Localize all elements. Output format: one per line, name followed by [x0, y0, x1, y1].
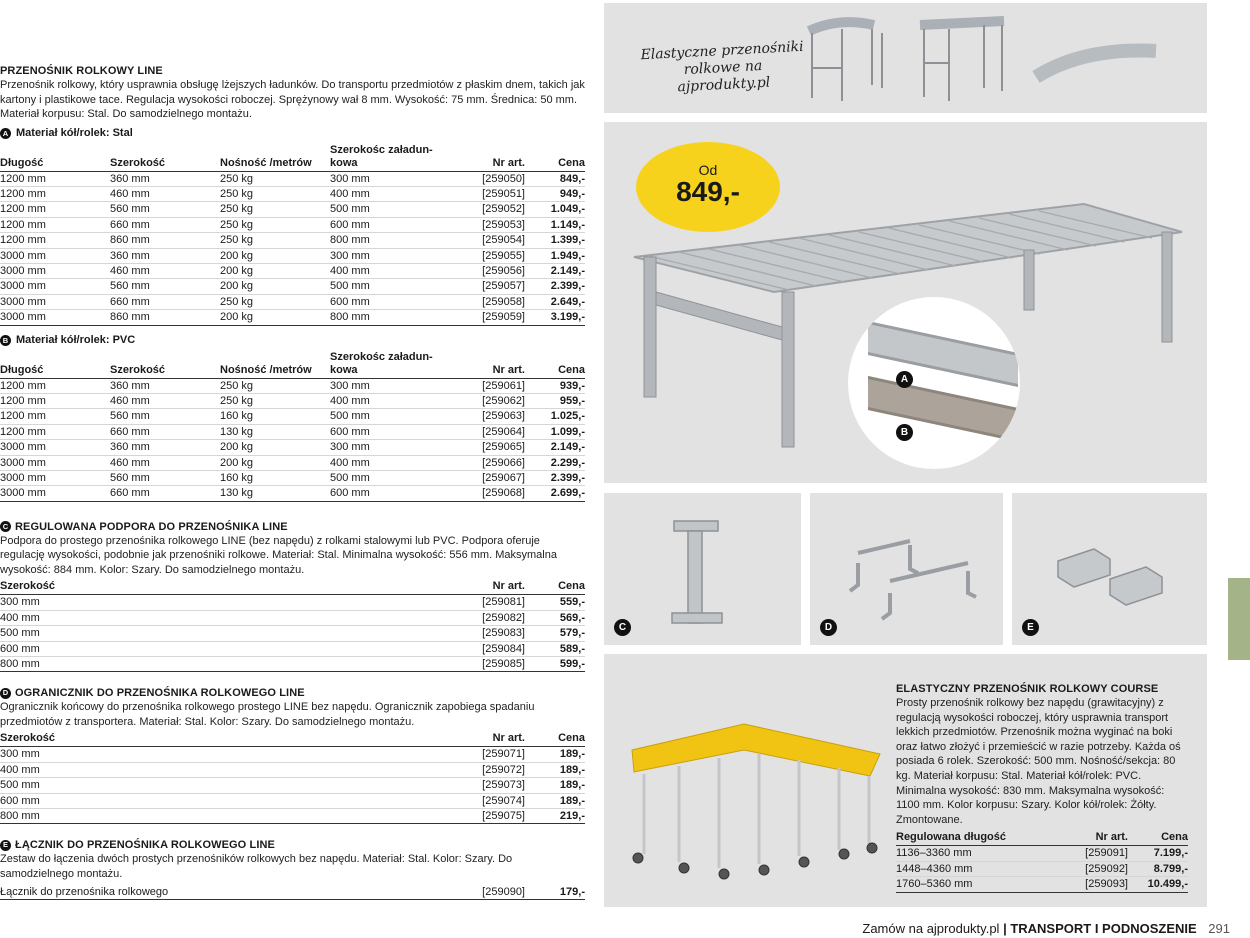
- table-cell: 189,-: [525, 762, 585, 777]
- section-title-connector: E ŁĄCZNIK DO PRZENOŚNIKA ROLKOWEGO LINE: [0, 838, 588, 852]
- main-conveyor-image: [604, 122, 1207, 483]
- table-row: [0, 424, 585, 439]
- table-cell: [259092]: [1046, 861, 1128, 876]
- table-cell: 3000 mm: [0, 248, 110, 263]
- table-cell: 250 kg: [220, 393, 330, 408]
- table-row: [0, 378, 585, 393]
- table-cell: 200 kg: [220, 440, 330, 455]
- table-cell: [259084]: [440, 641, 525, 656]
- table-cell: 2.699,-: [525, 486, 585, 501]
- table-cell: 400 mm: [330, 393, 440, 408]
- price-badge: [636, 142, 780, 232]
- price-table-e: [0, 884, 585, 900]
- table-cell: 849,-: [525, 171, 585, 186]
- table-cell: 460 mm: [110, 186, 220, 201]
- col-header: Nr art.: [440, 732, 525, 747]
- table-body-c: [0, 595, 585, 672]
- price-table-b: [0, 351, 585, 502]
- table-cell: 160 kg: [220, 409, 330, 424]
- table-cell: 2.149,-: [525, 263, 585, 278]
- chapter-tab: [1228, 578, 1250, 660]
- table-cell: [259093]: [1046, 877, 1128, 892]
- table-cell: 600 mm: [0, 793, 440, 808]
- table-cell: 400 mm: [330, 263, 440, 278]
- table-cell: 560 mm: [110, 279, 220, 294]
- table-cell: 3000 mm: [0, 440, 110, 455]
- page-number: 291: [1208, 921, 1230, 936]
- support-illustration: [604, 493, 801, 645]
- table-cell: 200 kg: [220, 279, 330, 294]
- table-cell: 660 mm: [110, 294, 220, 309]
- table-header-row: [0, 144, 585, 172]
- table-cell: 660 mm: [110, 424, 220, 439]
- table-cell: [259066]: [440, 455, 525, 470]
- marker-b-badge: B: [896, 424, 913, 441]
- table-cell: 250 kg: [220, 294, 330, 309]
- price-table-c: [0, 580, 585, 672]
- table-cell: 8.799,-: [1128, 861, 1188, 876]
- table-row: [0, 171, 585, 186]
- footer-section: TRANSPORT I PODNOSZENIE: [1010, 921, 1197, 936]
- table-cell: 2.149,-: [525, 440, 585, 455]
- table-cell: 10.499,-: [1128, 877, 1188, 892]
- table-cell: 500 mm: [330, 202, 440, 217]
- table-cell: 800 mm: [330, 310, 440, 325]
- table-row: [0, 233, 585, 248]
- course-section: [896, 682, 1188, 893]
- col-header: Nr art.: [1046, 830, 1128, 846]
- table-cell: [259082]: [440, 610, 525, 625]
- curved-conveyor-illustration: [604, 3, 1207, 113]
- table-cell: 179,-: [525, 884, 585, 899]
- table-cell: 600 mm: [330, 424, 440, 439]
- price-table-d: [0, 732, 585, 824]
- col-header: Nr art.: [440, 144, 525, 172]
- marker-c-icon: C: [0, 521, 11, 532]
- variant-b-subhead: [0, 333, 588, 348]
- table-cell: 1.399,-: [525, 233, 585, 248]
- table-cell: [259081]: [440, 595, 525, 610]
- col-header: Szerokość: [0, 732, 440, 747]
- table-row: [896, 861, 1188, 876]
- table-cell: 2.399,-: [525, 279, 585, 294]
- table-cell: 300 mm: [330, 171, 440, 186]
- table-row: [0, 279, 585, 294]
- col-header: Nośność /metrów: [220, 351, 330, 379]
- table-row: [0, 486, 585, 501]
- table-row: [0, 186, 585, 201]
- col-header: Nośność /metrów: [220, 144, 330, 172]
- table-body-course: [896, 846, 1188, 892]
- steel-roller-sample: [868, 321, 1018, 387]
- table-cell: 1200 mm: [0, 186, 110, 201]
- table-row: [0, 641, 585, 656]
- marker-e-icon: E: [0, 840, 11, 851]
- table-cell: 589,-: [525, 641, 585, 656]
- table-cell: 400 mm: [0, 762, 440, 777]
- table-cell: 3.199,-: [525, 310, 585, 325]
- table-row: [0, 610, 585, 625]
- table-cell: 660 mm: [110, 486, 220, 501]
- col-header: Szerokość: [0, 580, 440, 595]
- table-cell: 300 mm: [0, 747, 440, 762]
- table-cell: 460 mm: [110, 393, 220, 408]
- table-cell: [259052]: [440, 202, 525, 217]
- marker-d-icon: D: [0, 688, 11, 699]
- stopper-image: [810, 493, 1003, 645]
- table-cell: 1.025,-: [525, 409, 585, 424]
- table-cell: [259071]: [440, 747, 525, 762]
- section-description-support: Podpora do prostego przenośnika rolkowego LINE (bez napędu) z rolkami stalowymi lub PVC. Podpora oferuje regulację wysokości, podobnie jak przenośniki rolkowe. Materiał: Stal. Minimalna wysokość: 556 mm. Maksymalna wysokość: 884 mm. Kolor: Szary. Do samodzielnego montażu.: [0, 534, 557, 576]
- connector-image: [1012, 493, 1207, 645]
- table-cell: 460 mm: [110, 263, 220, 278]
- table-row: [0, 471, 585, 486]
- col-header: Długość: [0, 144, 110, 172]
- marker-d-badge: D: [820, 619, 837, 636]
- table-cell: 569,-: [525, 610, 585, 625]
- col-header: Szerokośc załadun-kowa: [330, 144, 440, 172]
- price-table-a: [0, 144, 585, 326]
- table-cell: 600 mm: [330, 294, 440, 309]
- table-cell: 189,-: [525, 778, 585, 793]
- table-cell: [259074]: [440, 793, 525, 808]
- marker-a-badge: A: [896, 371, 913, 388]
- table-cell: 559,-: [525, 595, 585, 610]
- badge-prefix: Od: [698, 162, 718, 178]
- table-cell: 500 mm: [0, 626, 440, 641]
- marker-b-icon: B: [0, 335, 11, 346]
- variant-b-label: Materiał kół/rolek: PVC: [16, 333, 136, 346]
- table-cell: 200 kg: [220, 263, 330, 278]
- col-header: Cena: [525, 580, 585, 595]
- table-cell: 2.399,-: [525, 471, 585, 486]
- table-row: [0, 778, 585, 793]
- col-header: Cena: [525, 351, 585, 379]
- table-cell: 250 kg: [220, 202, 330, 217]
- table-cell: 1200 mm: [0, 233, 110, 248]
- banner-image: [604, 3, 1207, 113]
- table-cell: 300 mm: [330, 248, 440, 263]
- table-cell: 3000 mm: [0, 486, 110, 501]
- footer-separator: |: [1003, 921, 1011, 936]
- table-cell: 3000 mm: [0, 310, 110, 325]
- table-cell: 3000 mm: [0, 294, 110, 309]
- table-cell: 200 kg: [220, 248, 330, 263]
- table-cell: [259063]: [440, 409, 525, 424]
- table-cell: 250 kg: [220, 171, 330, 186]
- table-cell: [259057]: [440, 279, 525, 294]
- table-cell: 1200 mm: [0, 217, 110, 232]
- table-row: [0, 217, 585, 232]
- table-row: [0, 762, 585, 777]
- table-row: [0, 202, 585, 217]
- table-cell: [259065]: [440, 440, 525, 455]
- banner-text: Elastyczne przenośniki rolkowe na ajprodukty.pl: [640, 38, 804, 96]
- table-cell: [259053]: [440, 217, 525, 232]
- section-title-line: PRZENOŚNIK ROLKOWY LINE: [0, 65, 163, 77]
- table-cell: 579,-: [525, 626, 585, 641]
- table-cell: 400 mm: [330, 186, 440, 201]
- variant-a-subhead: [0, 126, 588, 141]
- table-row: [0, 595, 585, 610]
- table-cell: 300 mm: [0, 595, 440, 610]
- table-cell: 250 kg: [220, 217, 330, 232]
- table-cell: 500 mm: [330, 279, 440, 294]
- table-cell: 860 mm: [110, 233, 220, 248]
- table-cell: 939,-: [525, 378, 585, 393]
- table-cell: 800 mm: [0, 808, 440, 823]
- table-cell: Łącznik do przenośnika rolkowego: [0, 884, 440, 899]
- table-cell: 800 mm: [330, 233, 440, 248]
- col-header: Cena: [525, 144, 585, 172]
- table-cell: 219,-: [525, 808, 585, 823]
- table-cell: 250 kg: [220, 186, 330, 201]
- table-body-a: [0, 171, 585, 325]
- col-header: Nr art.: [440, 580, 525, 595]
- table-cell: 160 kg: [220, 471, 330, 486]
- table-cell: 1200 mm: [0, 202, 110, 217]
- table-cell: [259068]: [440, 486, 525, 501]
- table-header-row: [0, 732, 585, 747]
- badge-price: 849,-: [676, 176, 740, 207]
- roller-detail-circle: [848, 297, 1020, 469]
- table-cell: 600 mm: [0, 641, 440, 656]
- table-cell: [259062]: [440, 393, 525, 408]
- variant-a-label: Materiał kół/rolek: Stal: [16, 126, 133, 139]
- table-row: [0, 808, 585, 823]
- col-header: Długość: [0, 351, 110, 379]
- table-cell: [259067]: [440, 471, 525, 486]
- section-description-stopper: Ogranicznik końcowy do przenośnika rolkowego prostego LINE bez napędu. Ogranicznik zapobiega spadaniu przedmiotów z transportera. Materiał: Stal. Kolor: Szary. Do samodzielnego montażu.: [0, 701, 535, 728]
- table-row: [896, 846, 1188, 861]
- table-cell: 660 mm: [110, 217, 220, 232]
- table-header-row: [0, 580, 585, 595]
- table-body-d: [0, 747, 585, 824]
- table-cell: 189,-: [525, 793, 585, 808]
- table-row: [0, 626, 585, 641]
- table-cell: [259050]: [440, 171, 525, 186]
- table-cell: 560 mm: [110, 202, 220, 217]
- table-cell: 800 mm: [0, 656, 440, 671]
- table-cell: 360 mm: [110, 248, 220, 263]
- table-cell: 360 mm: [110, 440, 220, 455]
- table-cell: [259091]: [1046, 846, 1128, 861]
- table-row: [0, 884, 585, 899]
- pvc-roller-sample: [868, 376, 1018, 442]
- table-cell: [259090]: [440, 884, 525, 899]
- connector-illustration: [1012, 493, 1207, 645]
- price-table-course: [896, 830, 1188, 892]
- table-cell: 500 mm: [330, 471, 440, 486]
- table-cell: 300 mm: [330, 378, 440, 393]
- table-cell: 3000 mm: [0, 263, 110, 278]
- table-cell: 1760–5360 mm: [896, 877, 1046, 892]
- table-cell: [259073]: [440, 778, 525, 793]
- table-cell: 560 mm: [110, 409, 220, 424]
- table-cell: 500 mm: [0, 778, 440, 793]
- col-header: Szerokość: [110, 351, 220, 379]
- table-cell: 3000 mm: [0, 471, 110, 486]
- left-column: [0, 64, 588, 900]
- table-cell: 400 mm: [0, 610, 440, 625]
- table-row: [0, 455, 585, 470]
- table-cell: 400 mm: [330, 455, 440, 470]
- table-cell: 600 mm: [330, 486, 440, 501]
- table-row: [0, 310, 585, 325]
- table-row: [0, 793, 585, 808]
- marker-a-icon: A: [0, 128, 11, 139]
- section-title-course: ELASTYCZNY PRZENOŚNIK ROLKOWY COURSE: [896, 683, 1159, 695]
- col-header: Regulowana długość: [896, 830, 1046, 846]
- table-cell: 360 mm: [110, 378, 220, 393]
- table-cell: 1.049,-: [525, 202, 585, 217]
- table-row: [0, 263, 585, 278]
- table-cell: 860 mm: [110, 310, 220, 325]
- table-cell: 189,-: [525, 747, 585, 762]
- col-header: Szerokośc załadun-kowa: [330, 351, 440, 379]
- section-title-support: C REGULOWANA PODPORA DO PRZENOŚNIKA LINE: [0, 520, 588, 534]
- table-cell: 3000 mm: [0, 455, 110, 470]
- table-cell: [259051]: [440, 186, 525, 201]
- table-cell: 300 mm: [330, 440, 440, 455]
- table-cell: 250 kg: [220, 378, 330, 393]
- table-cell: 200 kg: [220, 455, 330, 470]
- table-cell: 1200 mm: [0, 393, 110, 408]
- table-cell: 1136–3360 mm: [896, 846, 1046, 861]
- section-description-connector: Zestaw do łączenia dwóch prostych przenośników rolkowych bez napędu. Materiał: Stal. Kolor: Szary. Do samodzielnego montażu.: [0, 853, 513, 880]
- table-cell: [259061]: [440, 378, 525, 393]
- table-header-row: [896, 830, 1188, 846]
- table-cell: 7.199,-: [1128, 846, 1188, 861]
- table-cell: 130 kg: [220, 424, 330, 439]
- col-header: Szerokość: [110, 144, 220, 172]
- table-body-b: [0, 378, 585, 501]
- table-cell: 3000 mm: [0, 279, 110, 294]
- table-cell: 500 mm: [330, 409, 440, 424]
- table-cell: 959,-: [525, 393, 585, 408]
- table-row: [0, 440, 585, 455]
- table-header-row: [0, 351, 585, 379]
- col-header: Cena: [1128, 830, 1188, 846]
- page-footer: [862, 921, 1230, 936]
- table-cell: 250 kg: [220, 233, 330, 248]
- table-cell: [259055]: [440, 248, 525, 263]
- table-cell: 1.099,-: [525, 424, 585, 439]
- table-cell: 1448–4360 mm: [896, 861, 1046, 876]
- table-cell: 1200 mm: [0, 171, 110, 186]
- table-cell: 1.149,-: [525, 217, 585, 232]
- table-cell: [259056]: [440, 263, 525, 278]
- table-cell: 1200 mm: [0, 409, 110, 424]
- table-row: [0, 248, 585, 263]
- table-row: [0, 294, 585, 309]
- table-cell: [259075]: [440, 808, 525, 823]
- table-cell: [259064]: [440, 424, 525, 439]
- table-row: [0, 393, 585, 408]
- table-cell: 200 kg: [220, 310, 330, 325]
- section-description-line: Przenośnik rolkowy, który usprawnia obsługę lżejszych ładunków. Do transportu przedmiotów z płaskim dnem, takich jak kartony i plastikowe tace. Regulacja wysokości roboczej. Sprężynowy wał 8 mm. Wysokość: 75 mm. Średnica: 50 mm. Materiał korpusu: Stal. Do samodzielnego montażu.: [0, 79, 585, 120]
- col-header: Nr art.: [440, 351, 525, 379]
- table-cell: 460 mm: [110, 455, 220, 470]
- table-cell: [259083]: [440, 626, 525, 641]
- table-cell: 2.649,-: [525, 294, 585, 309]
- section-title-stopper: D OGRANICZNIK DO PRZENOŚNIKA ROLKOWEGO LINE: [0, 686, 588, 700]
- table-cell: [259054]: [440, 233, 525, 248]
- table-cell: 1200 mm: [0, 378, 110, 393]
- table-cell: 2.299,-: [525, 455, 585, 470]
- col-header: Cena: [525, 732, 585, 747]
- table-cell: 599,-: [525, 656, 585, 671]
- table-row: [896, 877, 1188, 892]
- section-description-course: Prosty przenośnik rolkowy bez napędu (grawitacyjny) z regulacją wysokości roboczej, który usprawnia transport lekkich przedmiotów. Przenośnik można wyginać na boki oraz łatwo złożyć i przemieścić w razie potrzeby. Każda oś posiada 6 rolek. Szerokość: 500 mm. Nośność/sekcja: 80 kg. Materiał korpusu: Stal. Materiał kół/rolek: PVC. Minimalna wysokość: 830 mm. Maksymalna wysokość: 1100 mm. Kolor korpusu: Szary. Kolor kół/rolek: Żółty. Zmontowane.: [896, 697, 1181, 826]
- table-body-e: [0, 884, 585, 899]
- table-cell: [259072]: [440, 762, 525, 777]
- marker-e-badge: E: [1022, 619, 1039, 636]
- table-cell: 560 mm: [110, 471, 220, 486]
- table-cell: 130 kg: [220, 486, 330, 501]
- table-row: [0, 656, 585, 671]
- table-cell: 949,-: [525, 186, 585, 201]
- table-cell: 1.949,-: [525, 248, 585, 263]
- table-cell: 600 mm: [330, 217, 440, 232]
- stopper-illustration: [810, 493, 1003, 645]
- table-cell: [259059]: [440, 310, 525, 325]
- table-cell: 360 mm: [110, 171, 220, 186]
- support-image: [604, 493, 801, 645]
- table-row: [0, 747, 585, 762]
- table-cell: [259085]: [440, 656, 525, 671]
- table-cell: [259058]: [440, 294, 525, 309]
- table-cell: 1200 mm: [0, 424, 110, 439]
- marker-c-badge: C: [614, 619, 631, 636]
- table-row: [0, 409, 585, 424]
- footer-link[interactable]: Zamów na ajprodukty.pl: [862, 921, 1000, 936]
